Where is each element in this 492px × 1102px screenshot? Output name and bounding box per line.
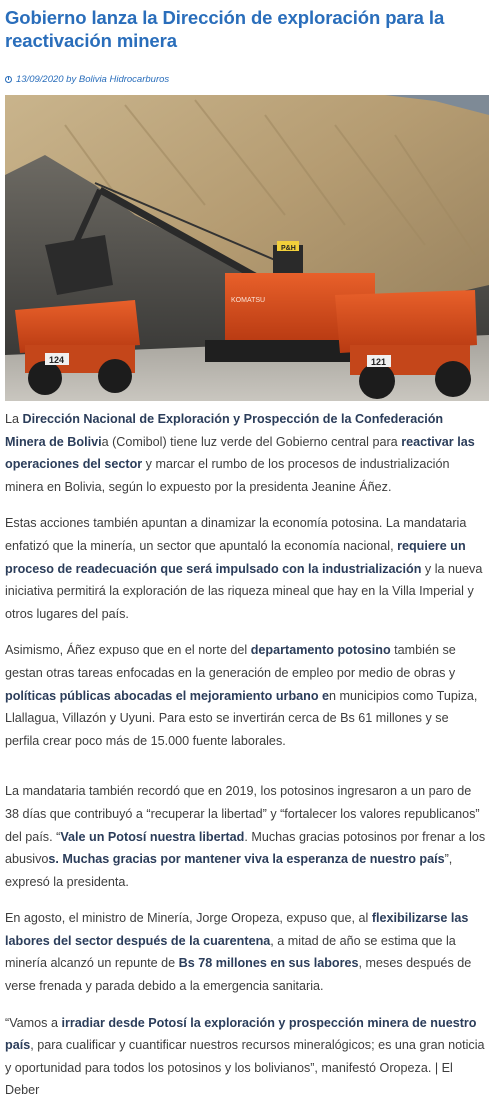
clock-icon	[5, 76, 12, 83]
mining-equipment-photo	[5, 95, 489, 401]
article	[0, 6, 492, 1102]
article-date-author[interactable]: 13/09/2020 by Bolivia Hidrocarburos	[16, 73, 170, 85]
truck-number-right: 121	[371, 357, 387, 367]
paragraph-5: En agosto, el ministro de Minería, Jorge Oropeza, expuso que, al flexibilizarse las labores del sector después de la cuarentena, a mitad de año se estima que la minería alcanzó un repunte de Bs 78 millones en sus labores, meses después de verse frenada y parada debido a la emergencia sanitaria.	[5, 911, 472, 994]
paragraph-2: Estas acciones también apuntan a dinamizar la economía potosina. La mandataria enfatizó que la minería, un sector que apuntaló la economía nacional, requiere un proceso de readecuación que será impulsado con la industrialización y la nueva iniciativa permitirá la exploración de las riqueza mineal que hay en la Villa Imperial y otros lugares del país.	[5, 516, 483, 621]
truck-number-left: 124	[49, 355, 65, 365]
article-meta	[5, 73, 486, 85]
shovel-maker-label: KOMATSU	[231, 297, 266, 304]
paragraph-3: Asimismo, Áñez expuso que en el norte del departamento potosino también se gestan otras tareas enfocadas en la generación de empleo por medio de obras y políticas públicas abocadas el mejoramiento urbano en municipios como Tupiza, Llallagua, Villazón y Uyuni. Para esto se invertirán cerca de Bs 61 millones y se perfila crear poco más de 15.000 fuente laborales.	[5, 643, 478, 748]
shovel-brand-label: P&H	[281, 245, 296, 252]
article-title: Gobierno lanza la Dirección de exploración para la reactivación minera	[5, 7, 445, 51]
paragraph-4: La mandataria también recordó que en 2019, los potosinos ingresaron a un paro de 38 días que contribuyó a “recuperar la libertad” y “fortalecer los valores republicanos” del país. “Vale un Potosí nuestra libertad. Muchas gracias potosinos por frenar a los abusivos. Muchas gracias por mantener viva la esperanza de nuestro país”, expresó la presidenta.	[5, 784, 486, 889]
paragraph-6: “Vamos a irradiar desde Potosí la exploración y prospección minera de nuestro país, para cualificar y cuantificar nuestros recursos mineralógicos; es una gran noticia y oportunidad para todos los potosinos y los bolivianos”, manifestó Oropeza. | El Deber	[5, 1015, 485, 1098]
paragraph-1: La Dirección Nacional de Exploración y Prospección de la Confederación Minera de Bolivia (Comibol) tiene luz verde del Gobierno central para reactivar las operaciones del sector y marcar el rumbo de los procesos de industrialización minera en Bolivia, según lo expuesto por la presidenta Jeanine Áñez.	[5, 412, 475, 494]
